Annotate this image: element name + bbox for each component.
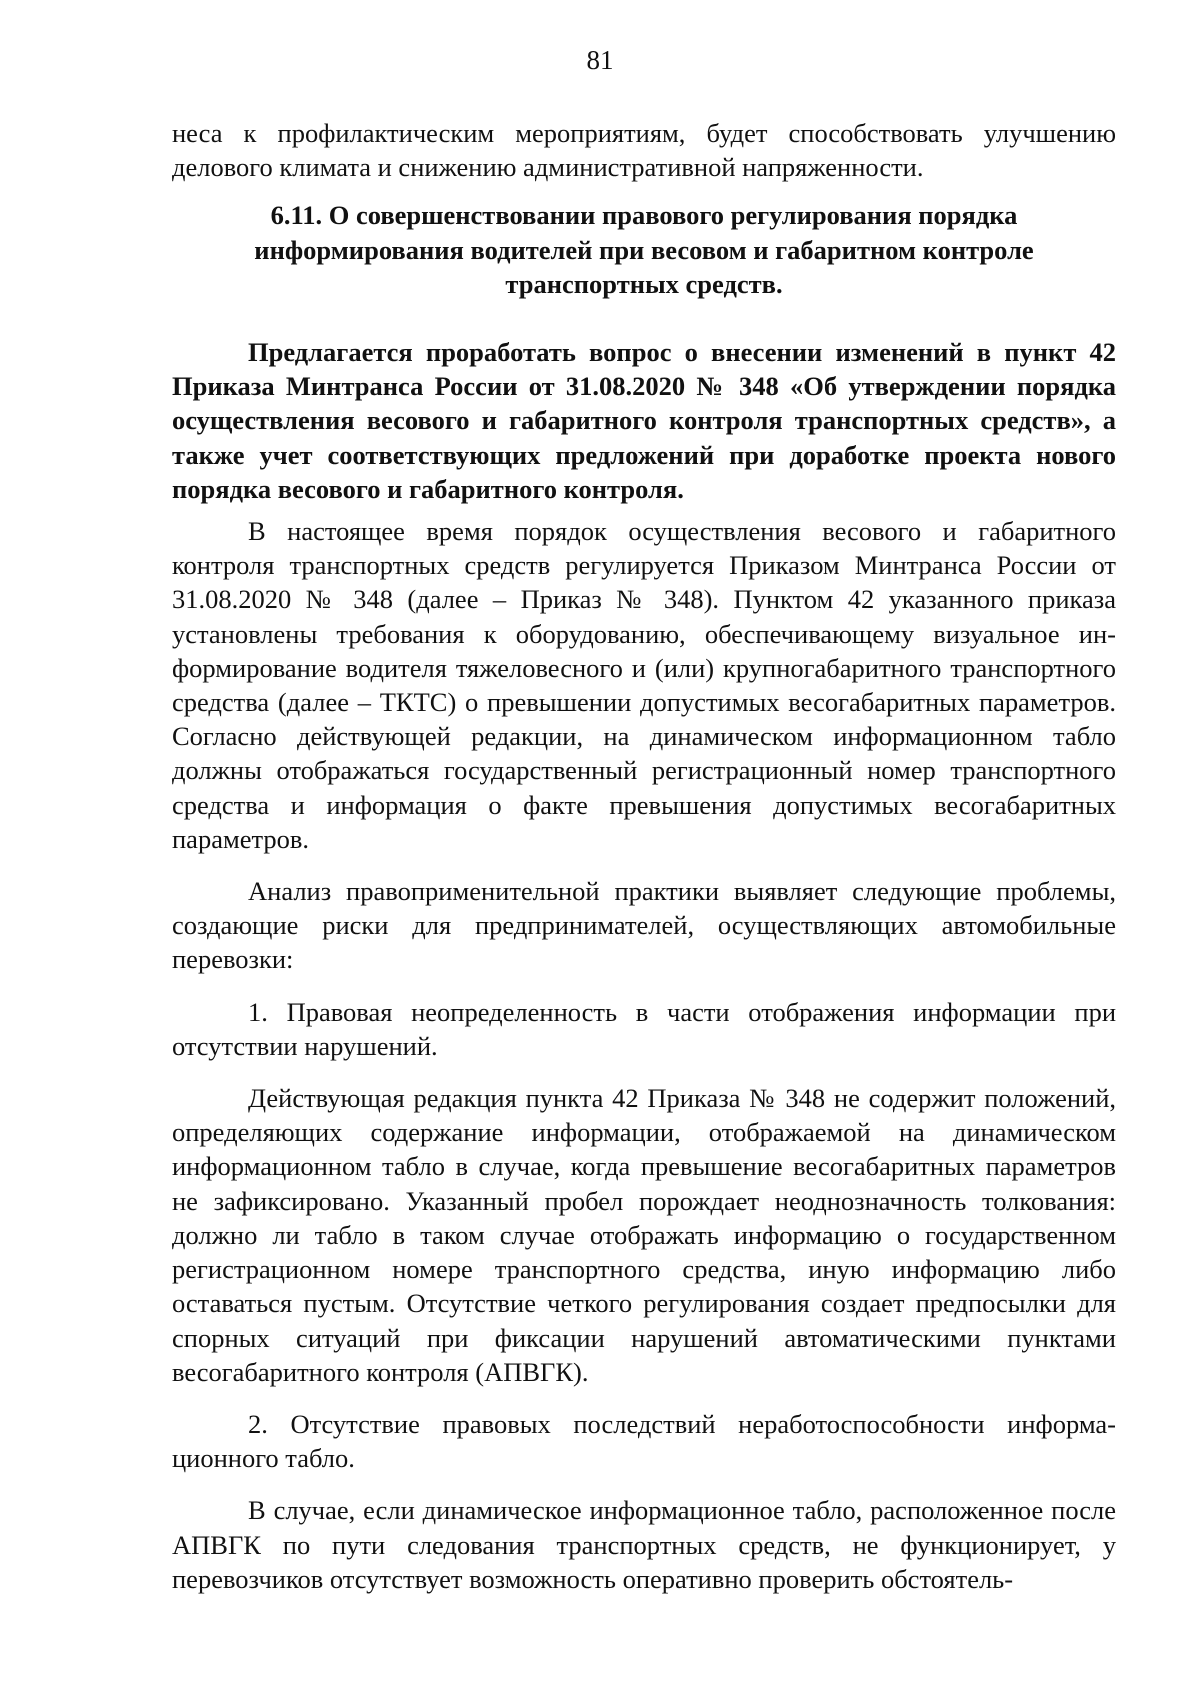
section-heading — [172, 198, 1116, 301]
body-paragraph: 2. Отсутствие правовых последствий неработоспособности информационного табло. — [172, 1408, 1116, 1474]
body-paragraph: Анализ правоприменительной практики выявляет следующие проблемы, создающие риски для предпринимателей, осуществляющих автомобильные перевозки: — [172, 876, 1116, 975]
page-content — [172, 116, 1116, 1596]
section-heading-line: транспортных средств. — [505, 268, 783, 299]
body-paragraph: 1. Правовая неопределенность в части отображения информации при отсутствии нарушений. — [172, 996, 1116, 1061]
section-heading-line: информирования водителей при весовом и габаритном контроле — [254, 234, 1034, 265]
proposal-paragraph: Предлагается проработать вопрос о внесении изменений в пункт 42 Приказа Минтранса России от 31.08.2020 № 348 «Об утверждении порядка осуществления весового и габаритного контроля транспортных средств», а также учет соответствующих предложений при доработке проекта нового порядка весового и габаритного контроля. — [172, 337, 1116, 504]
body-paragraph: В случае, если динамическое информационное табло, расположенное после АПВГК по пути следования транспортных средств, не функционирует, у перевозчиков отсутствует возможность оперативно проверить обстоятель- — [172, 1495, 1116, 1594]
page-number: 81 — [586, 45, 614, 75]
intro-continuation: неса к профилактическим мероприятиям, будет способствовать улучшению делового климата и снижению административной напряженности. — [172, 118, 1116, 183]
section-heading-line: 6.11. О совершенствовании правового регулирования порядка — [270, 200, 1018, 231]
body-paragraph: Действующая редакция пункта 42 Приказа № 348 не содержит положений, определяющих содержание информации, отображаемой на динамическом информационном табло в случае, когда превышение весогабаритных параметров не зафиксировано. Указанный пробел порождает неоднозначность толкования: должно ли табло в таком случае отображать информацию о государственном регистрационном номере транспортного средства, иную информацию либо оставаться пустым. Отсутствие четкого регулирования создает предпосылки для спорных ситуаций при фиксации нарушений автоматическими пунктами весогабаритного контроля (АПВГК). — [172, 1083, 1116, 1387]
body-paragraph: В настоящее время порядок осуществления весового и габаритного контроля транспортных средств регулируется Приказом Минтранса России от 31.08.2020 № 348 (далее – Приказ № 348). Пунктом 42 указанного приказа установлены требования к оборудованию, обеспечивающему визуальное информирование водителя тяжеловесного и (или) крупногабаритного транспортного средства (далее – ТКТС) о превышении допустимых весогабаритных параметров. Согласно действующей редакции, на динамическом информационном табло должны отображаться государственный регистрационный номер транспортного средства и информация о факте превышения допустимых весогабаритных параметров. — [172, 516, 1116, 854]
